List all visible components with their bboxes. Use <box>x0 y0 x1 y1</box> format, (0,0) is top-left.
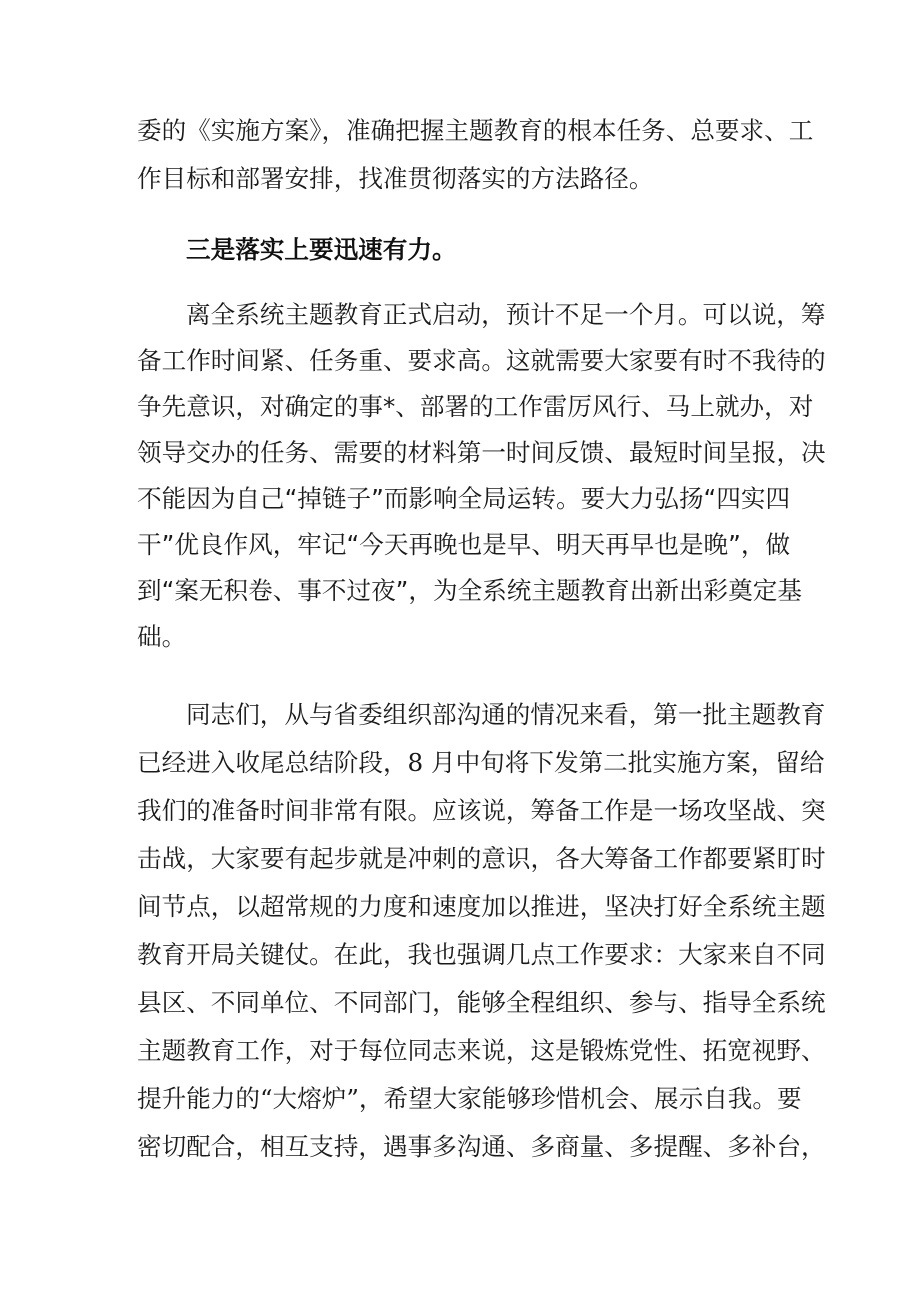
paragraph-line: 作目标和部署安排，找准贯彻落实的方法路径。 <box>137 164 654 193</box>
paragraph-line: 备工作时间紧、任务重、要求高。这就需要大家要有时不我待的 <box>137 346 826 375</box>
paragraph-line: 离全系统主题教育正式启动，预计不足一个月。可以说，筹 <box>186 300 826 329</box>
paragraph-line: 县区、不同单位、不同部门，能够全程组织、参与、指导全系统 <box>137 988 826 1017</box>
paragraph-line: 密切配合，相互支持，遇事多沟通、多商量、多提醒、多补台， <box>137 1132 826 1161</box>
section-heading: 三是落实上要迅速有力。 <box>186 235 457 264</box>
paragraph-line: 委的《实施方案》，准确把握主题教育的根本任务、总要求、工 <box>137 116 814 145</box>
paragraph-line: 已经进入收尾总结阶段，8 月中旬将下发第二批实施方案，留给 <box>137 748 825 777</box>
paragraph-line: 击战，大家要有起步就是冲刺的意识，各大筹备工作都要紧盯时 <box>137 844 826 873</box>
paragraph-line: 到“案无积卷、事不过夜”，为全系统主题教育出新出彩奠定基 <box>137 576 802 605</box>
paragraph-line: 间节点，以超常规的力度和速度加以推进，坚决打好全系统主题 <box>137 892 826 921</box>
paragraph-line: 主题教育工作，对于每位同志来说，这是锻炼党性、拓宽视野、 <box>137 1036 826 1065</box>
paragraph-line: 提升能力的“大熔炉”，希望大家能够珍惜机会、展示自我。要 <box>137 1084 802 1113</box>
paragraph-line: 同志们，从与省委组织部沟通的情况来看，第一批主题教育 <box>186 700 826 729</box>
paragraph-line: 干”优良作风，牢记“今天再晚也是早、明天再早也是晚”，做 <box>137 530 791 559</box>
paragraph-line: 我们的准备时间非常有限。应该说，筹备工作是一场攻坚战、突 <box>137 796 826 825</box>
paragraph-line: 领导交办的任务、需要的材料第一时间反馈、最短时间呈报，决 <box>137 438 826 467</box>
paragraph-line: 争先意识，对确定的事*、部署的工作雷厉风行、马上就办，对 <box>137 392 814 421</box>
paragraph-line: 不能因为自己“掉链子”而影响全局运转。要大力弘扬“四实四 <box>137 484 791 513</box>
paragraph-line: 础。 <box>137 622 187 651</box>
paragraph-line: 教育开局关键仗。在此，我也强调几点工作要求：大家来自不同 <box>137 940 826 969</box>
